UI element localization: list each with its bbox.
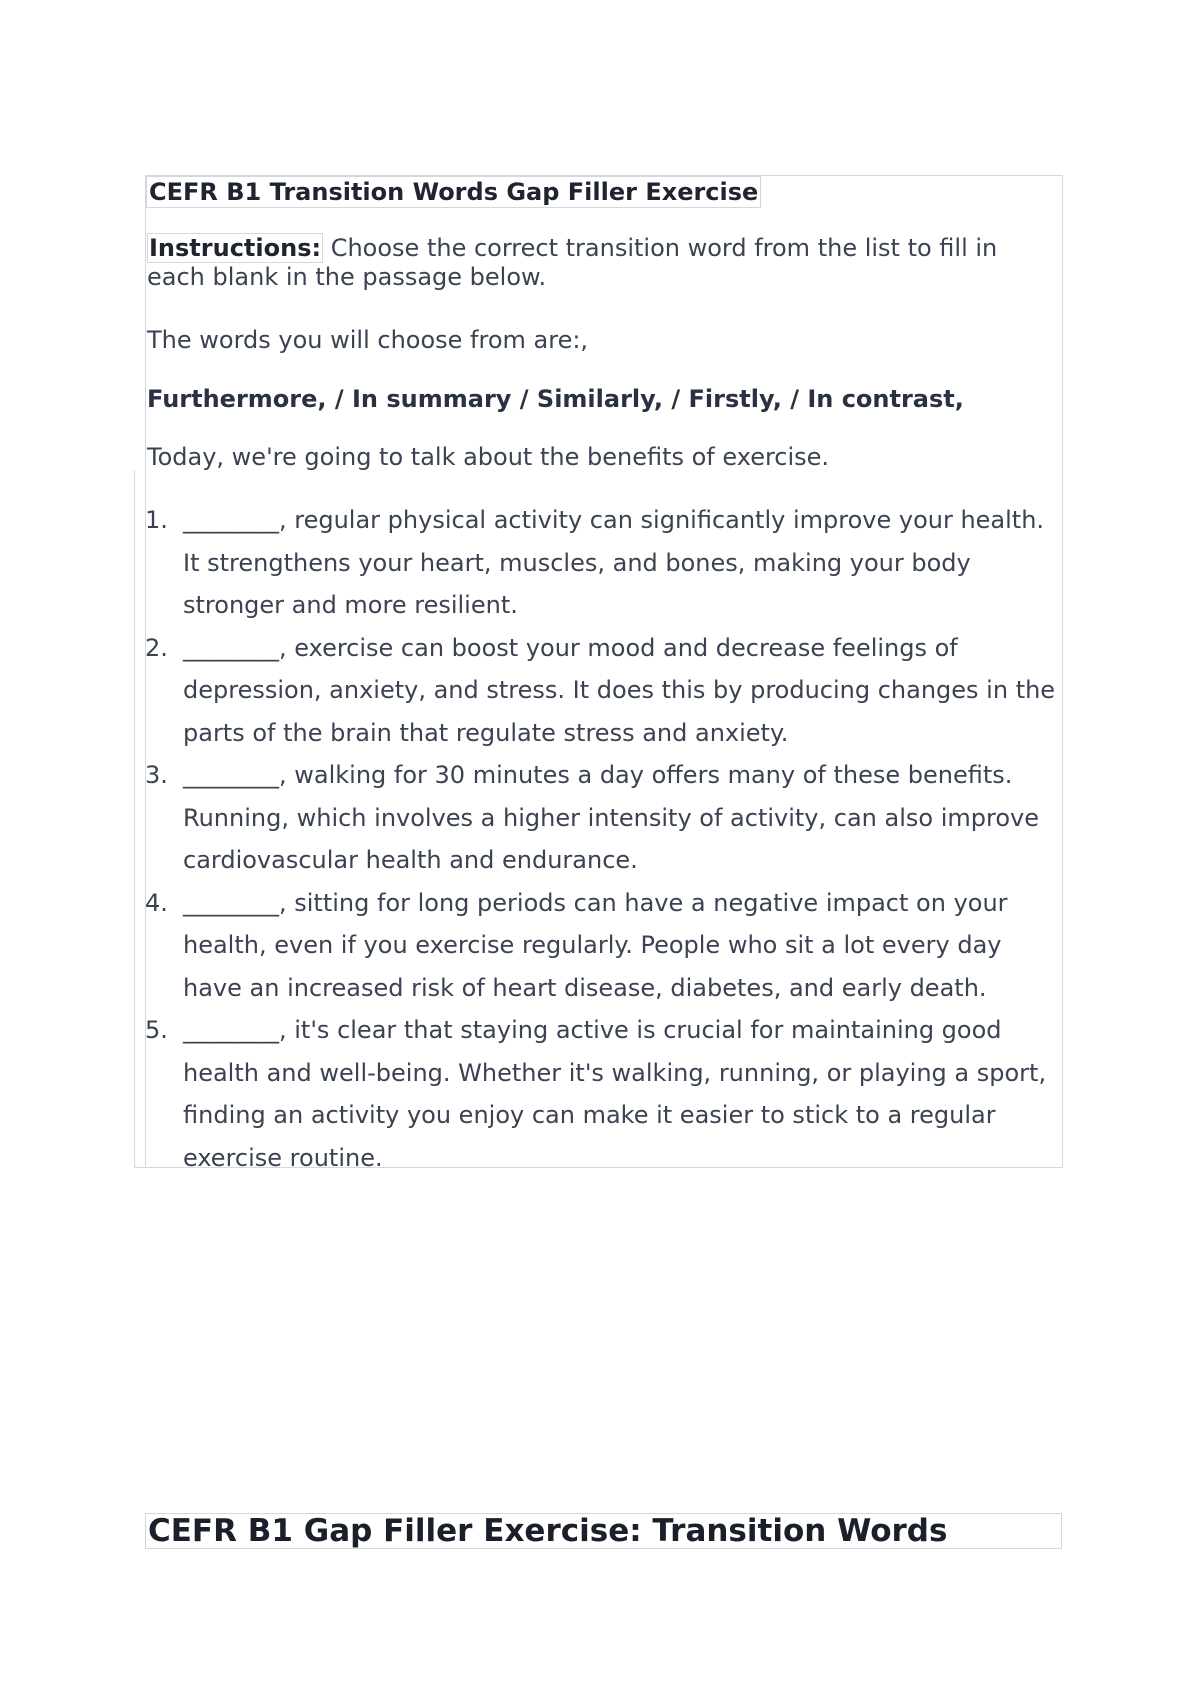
item-number: 4. [145,888,168,917]
list-item [145,754,1065,882]
instructions-text: Choose the correct transition word from the list to fill in each blank in the passage below. [147,234,998,291]
list-item [145,499,1065,627]
list-frame-edge [134,470,145,1168]
instructions [147,234,1052,292]
item-number: 2. [145,633,168,662]
item-number: 1. [145,506,168,534]
item-text: ________, exercise can boost your mood and decrease feelings of depression, anxiety, and stress. It does this by producing changes in the parts of the brain that regulate stress and anxiety. [183,633,1056,747]
item-text: ________, sitting for long periods can have a negative impact on your health, even if you exercise regularly. People who sit a lot every day have an increased risk of heart disease, diabetes, and early death. [183,888,1008,1002]
gap-fill-list [145,499,1065,1179]
exercise-title: CEFR B1 Transition Words Gap Filler Exercise [146,176,761,208]
instructions-label: Instructions: [149,234,322,262]
list-item [145,882,1065,1010]
item-number: 5. [145,1016,168,1044]
words-intro: The words you will choose from are:, [147,326,589,354]
item-text: ________, walking for 30 minutes a day offers many of these benefits. Running, which involves a higher intensity of activity, can also improve cardiovascular health and endurance. [183,761,1039,874]
list-item [145,1009,1065,1179]
second-exercise-title: CEFR B1 Gap Filler Exercise: Transition Words [145,1513,1062,1549]
item-text: ________, regular physical activity can significantly improve your health. It strengthens your heart, muscles, and bones, making your body stronger and more resilient. [183,506,1045,619]
item-text: ________, it's clear that staying active is crucial for maintaining good health and well-being. Whether it's walking, running, or playing a sport, finding an activity you enjoy can make it easier to stick to a regular exercise routine. [183,1016,1047,1172]
list-item [145,627,1065,755]
word-list: Furthermore, / In summary / Similarly, / Firstly, / In contrast, [147,385,964,413]
intro-sentence: Today, we're going to talk about the benefits of exercise. [147,443,830,471]
item-number: 3. [145,761,168,789]
